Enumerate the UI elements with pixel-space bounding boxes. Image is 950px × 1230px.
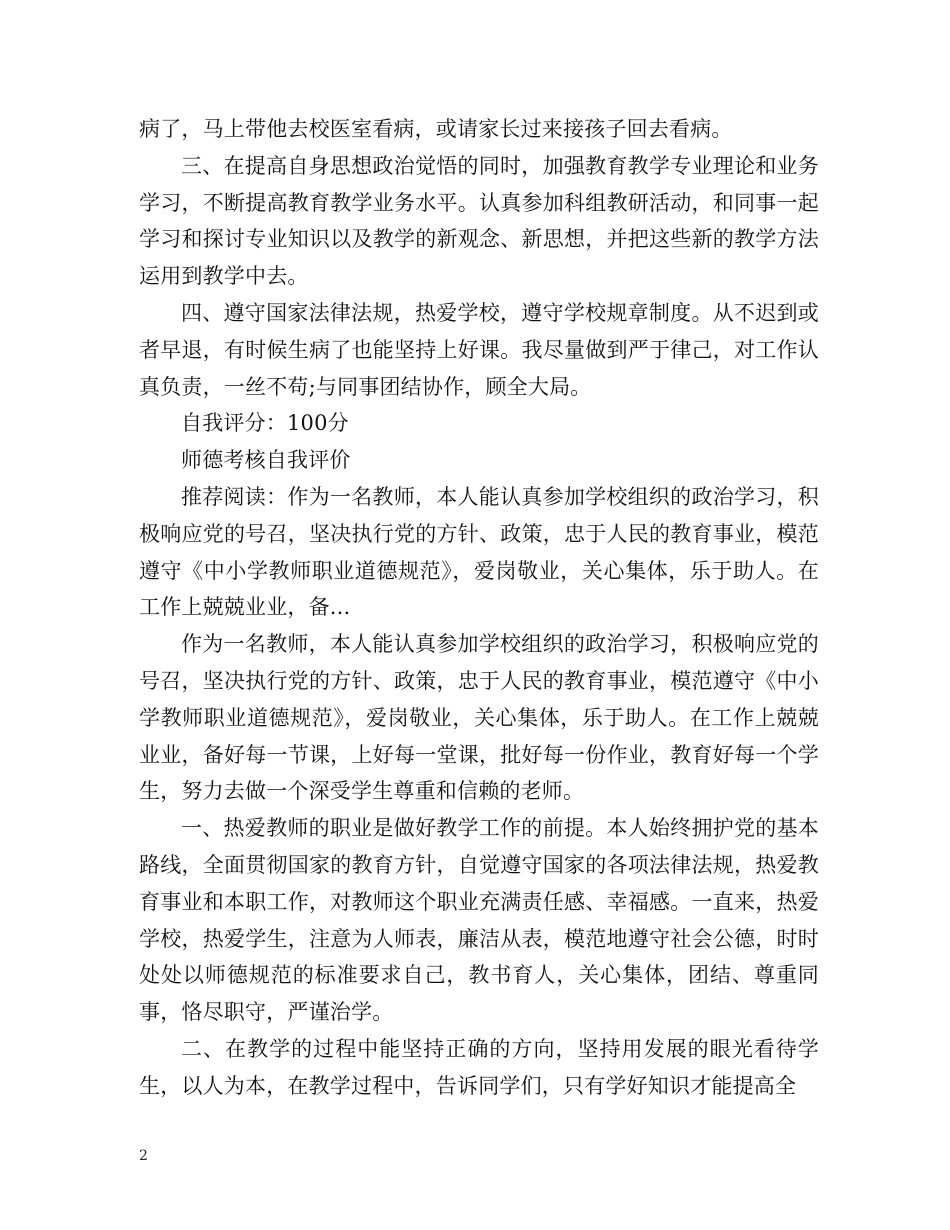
paragraph-9: 二、在教学的过程中能坚持正确的方向，坚持用发展的眼光看待学生，以人为本，在教学过程中，告诉同学们，只有学好知识才能提高全 [139, 1036, 819, 1098]
paragraph-3: 四、遵守国家法律法规，热爱学校，遵守学校规章制度。从不迟到或者早退，有时候生病了也能坚持上好课。我尽量做到严于律己，对工作认真负责，一丝不苟;与同事团结协作，顾全大局。 [139, 300, 819, 399]
recommended-reading: 推荐阅读：作为一名教师，本人能认真参加学校组织的政治学习，积极响应党的号召，坚决执行党的方针、政策，忠于人民的教育事业，模范遵守《中小学教师职业道德规范》，爱岗敬业，关心集体，乐于助人。在工作上兢兢业业，备... [139, 484, 819, 620]
paragraph-8: 一、热爱教师的职业是做好教学工作的前提。本人始终拥护党的基本路线，全面贯彻国家的教育方针，自觉遵守国家的各项法律法规，热爱教育事业和本职工作，对教师这个职业充满责任感、幸福感。一直来，热爱学校，热爱学生，注意为人师表，廉洁从表，模范地遵守社会公德，时时处处以师德规范的标准要求自己，教书育人，关心集体，团结、尊重同事，恪尽职守，严谨治学。 [139, 816, 819, 1025]
page-number: 2 [139, 1148, 148, 1164]
paragraph-1: 病了，马上带他去校医室看病，或请家长过来接孩子回去看病。 [139, 117, 733, 141]
paragraph-7: 作为一名教师，本人能认真参加学校组织的政治学习，积极响应党的号召，坚决执行党的方针、政策，忠于人民的教育事业，模范遵守《中小学教师职业道德规范》，爱岗敬业，关心集体，乐于助人。在工作上兢兢业业，备好每一节课，上好每一堂课，批好每一份作业，教育好每一个学生，努力去做一个深受学生尊重和信赖的老师。 [139, 632, 819, 804]
document-body [139, 111, 819, 1105]
self-score-line: 自我评分：100分 [181, 411, 349, 436]
section-title: 师德考核自我评价 [181, 448, 351, 473]
paragraph-2: 三、在提高自身思想政治觉悟的同时，加强教育教学专业理论和业务学习，不断提高教育教学业务水平。认真参加科组教研活动，和同事一起学习和探讨专业知识以及教学的新观念、新思想，并把这些新的教学方法运用到教学中去。 [139, 153, 819, 289]
